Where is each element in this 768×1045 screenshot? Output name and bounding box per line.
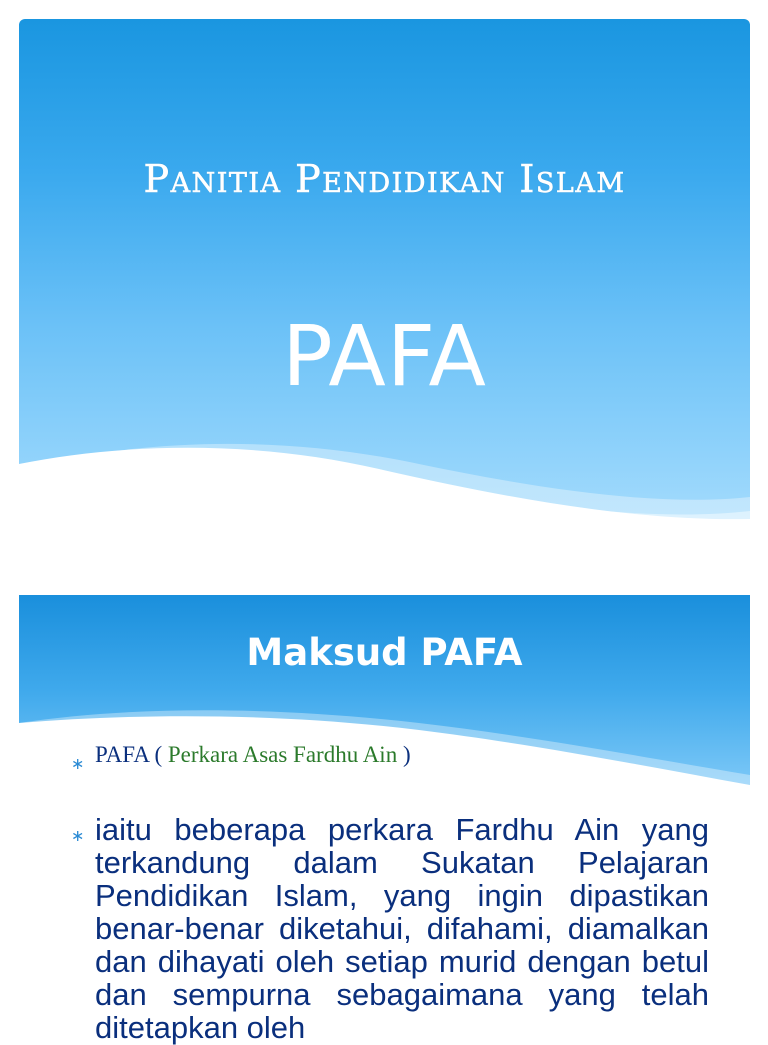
definition-paragraph: iaitu beberapa perkara Fardhu Ain yang terkandung dalam Sukatan Pelajaran Pendidikan Islam, yang ingin dipastikan benar-benar diketahui, difahami, diamalkan dan dihayati oleh setiap murid dengan betul dan sempurna sebagaimana yang telah ditetapkan oleh <box>95 812 709 1045</box>
bullet-icon: ∗ <box>71 828 85 845</box>
item-highlight: Perkara Asas Fardhu Ain <box>167 742 398 767</box>
item-prefix: PAFA ( <box>95 742 168 767</box>
content-slide <box>19 595 750 1045</box>
item-suffix: ) <box>397 742 411 767</box>
wave-decoration <box>19 419 750 529</box>
slide-subtitle: Panitia Pendidikan Islam <box>143 157 626 201</box>
bullet-icon: ∗ <box>71 756 85 773</box>
slide-heading: Maksud PAFA <box>246 631 523 674</box>
title-slide <box>19 19 750 529</box>
list-item <box>95 742 411 768</box>
slide-title: PAFA <box>282 307 487 405</box>
